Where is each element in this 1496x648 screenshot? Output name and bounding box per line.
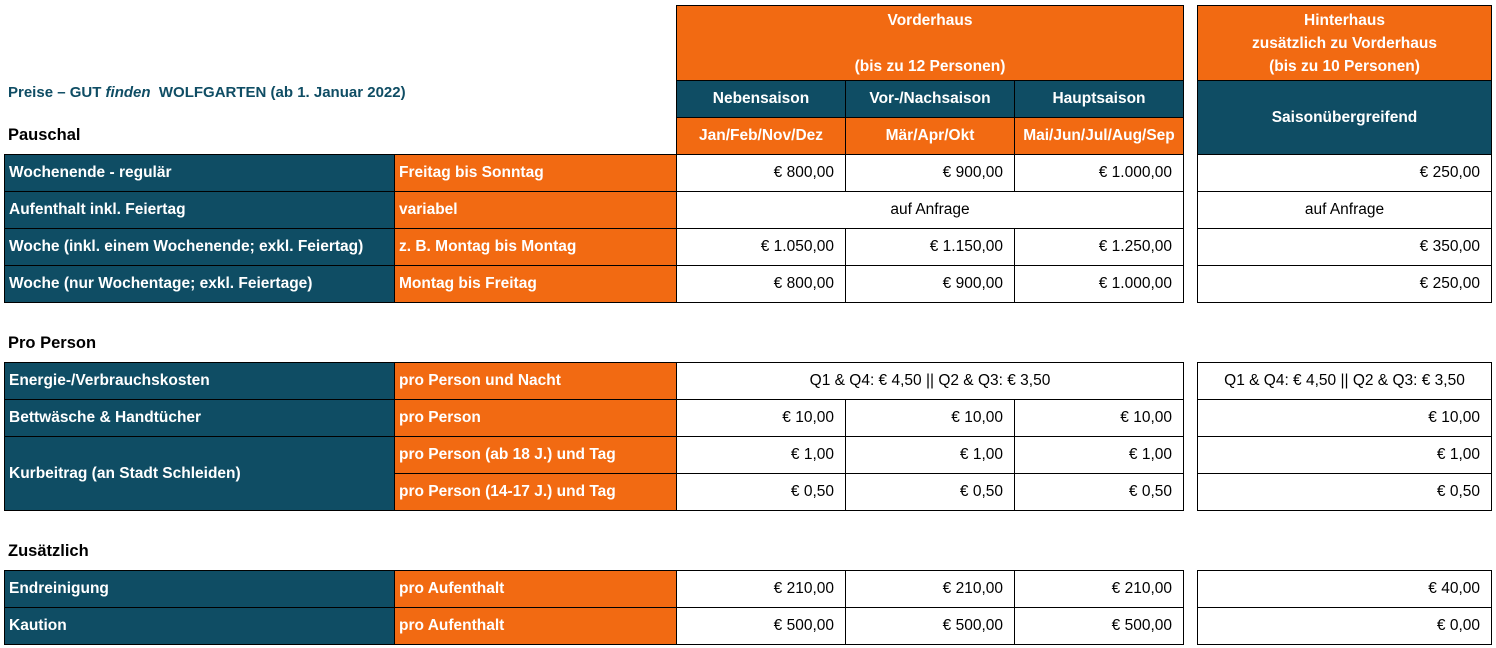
title-suffix: WOLFGARTEN (ab 1. Januar 2022) <box>150 84 406 101</box>
price-merged: auf Anfrage <box>676 191 1184 229</box>
price-haupt: € 0,50 <box>1014 473 1184 511</box>
row-period: Freitag bis Sonntag <box>394 154 677 192</box>
price-hinterhaus: € 1,00 <box>1197 436 1492 474</box>
row-label: Woche (inkl. einem Wochenende; exkl. Feiertag) <box>4 228 395 266</box>
price-vornach: € 1,00 <box>845 436 1015 474</box>
price-vornach: € 500,00 <box>845 607 1015 645</box>
row-period: Montag bis Freitag <box>394 265 677 303</box>
price-neben: € 210,00 <box>676 570 846 608</box>
price-neben: € 1,00 <box>676 436 846 474</box>
season-haupt: Hauptsaison <box>1014 80 1184 118</box>
row-period: pro Person und Nacht <box>394 362 677 400</box>
saison-uebergreifend: Saisonübergreifend <box>1197 80 1492 155</box>
price-vornach: € 210,00 <box>845 570 1015 608</box>
price-neben: € 500,00 <box>676 607 846 645</box>
row-period: variabel <box>394 191 677 229</box>
vorderhaus-subtitle: (bis zu 12 Personen) <box>854 58 1006 75</box>
season-vornach: Vor-/Nachsaison <box>845 80 1015 118</box>
title-italic: finden <box>105 84 151 101</box>
price-haupt: € 1.250,00 <box>1014 228 1184 266</box>
price-vornach: € 900,00 <box>845 265 1015 303</box>
row-label-kurbeitrag: Kurbeitrag (an Stadt Schleiden) <box>4 436 395 511</box>
hinterhaus-line-3: (bis zu 10 Personen) <box>1269 57 1420 75</box>
section-pro-person: Pro Person <box>8 334 97 352</box>
hinterhaus-header <box>1197 5 1492 81</box>
row-period: z. B. Montag bis Montag <box>394 228 677 266</box>
price-haupt: € 1.000,00 <box>1014 154 1184 192</box>
season-neben: Nebensaison <box>676 80 846 118</box>
price-vornach: € 0,50 <box>845 473 1015 511</box>
row-label: Kaution <box>4 607 395 645</box>
price-hinterhaus: € 250,00 <box>1197 154 1492 192</box>
price-hinterhaus: € 0,00 <box>1197 607 1492 645</box>
hinterhaus-line-2: zusätzlich zu Vorderhaus <box>1252 34 1437 52</box>
price-hinterhaus: € 350,00 <box>1197 228 1492 266</box>
row-label: Woche (nur Wochentage; exkl. Feiertage) <box>4 265 395 303</box>
title-prefix: Preise – GUT <box>8 84 106 101</box>
price-neben: € 10,00 <box>676 399 846 437</box>
row-label: Endreinigung <box>4 570 395 608</box>
price-vornach: € 10,00 <box>845 399 1015 437</box>
price-vornach: € 900,00 <box>845 154 1015 192</box>
price-neben: € 800,00 <box>676 154 846 192</box>
months-haupt: Mai/Jun/Jul/Aug/Sep <box>1014 117 1184 155</box>
price-merged: Q1 & Q4: € 4,50 || Q2 & Q3: € 3,50 <box>676 362 1184 400</box>
price-haupt: € 1.000,00 <box>1014 265 1184 303</box>
price-vornach: € 1.150,00 <box>845 228 1015 266</box>
months-neben: Jan/Feb/Nov/Dez <box>676 117 846 155</box>
price-haupt: € 10,00 <box>1014 399 1184 437</box>
price-haupt: € 210,00 <box>1014 570 1184 608</box>
hinterhaus-line-1: Hinterhaus <box>1304 11 1385 29</box>
vorderhaus-title: Vorderhaus <box>887 12 973 29</box>
price-neben: € 1.050,00 <box>676 228 846 266</box>
price-hinterhaus: € 250,00 <box>1197 265 1492 303</box>
price-haupt: € 500,00 <box>1014 607 1184 645</box>
months-vornach: Mär/Apr/Okt <box>845 117 1015 155</box>
page-title <box>8 84 608 106</box>
row-label: Energie-/Verbrauchskosten <box>4 362 395 400</box>
price-hinterhaus: € 0,50 <box>1197 473 1492 511</box>
row-period: pro Person (14-17 J.) und Tag <box>394 473 677 511</box>
price-haupt: € 1,00 <box>1014 436 1184 474</box>
section-pauschal: Pauschal <box>8 126 81 144</box>
row-period: pro Aufenthalt <box>394 570 677 608</box>
price-hinterhaus: Q1 & Q4: € 4,50 || Q2 & Q3: € 3,50 <box>1197 362 1492 400</box>
row-period: pro Person (ab 18 J.) und Tag <box>394 436 677 474</box>
vorderhaus-header <box>676 5 1184 81</box>
section-zusaetzlich: Zusätzlich <box>8 542 89 560</box>
row-label: Aufenthalt inkl. Feiertag <box>4 191 395 229</box>
row-period: pro Aufenthalt <box>394 607 677 645</box>
price-hinterhaus: auf Anfrage <box>1197 191 1492 229</box>
price-hinterhaus: € 10,00 <box>1197 399 1492 437</box>
row-label: Wochenende - regulär <box>4 154 395 192</box>
row-period: pro Person <box>394 399 677 437</box>
row-label: Bettwäsche & Handtücher <box>4 399 395 437</box>
price-neben: € 800,00 <box>676 265 846 303</box>
price-neben: € 0,50 <box>676 473 846 511</box>
price-hinterhaus: € 40,00 <box>1197 570 1492 608</box>
